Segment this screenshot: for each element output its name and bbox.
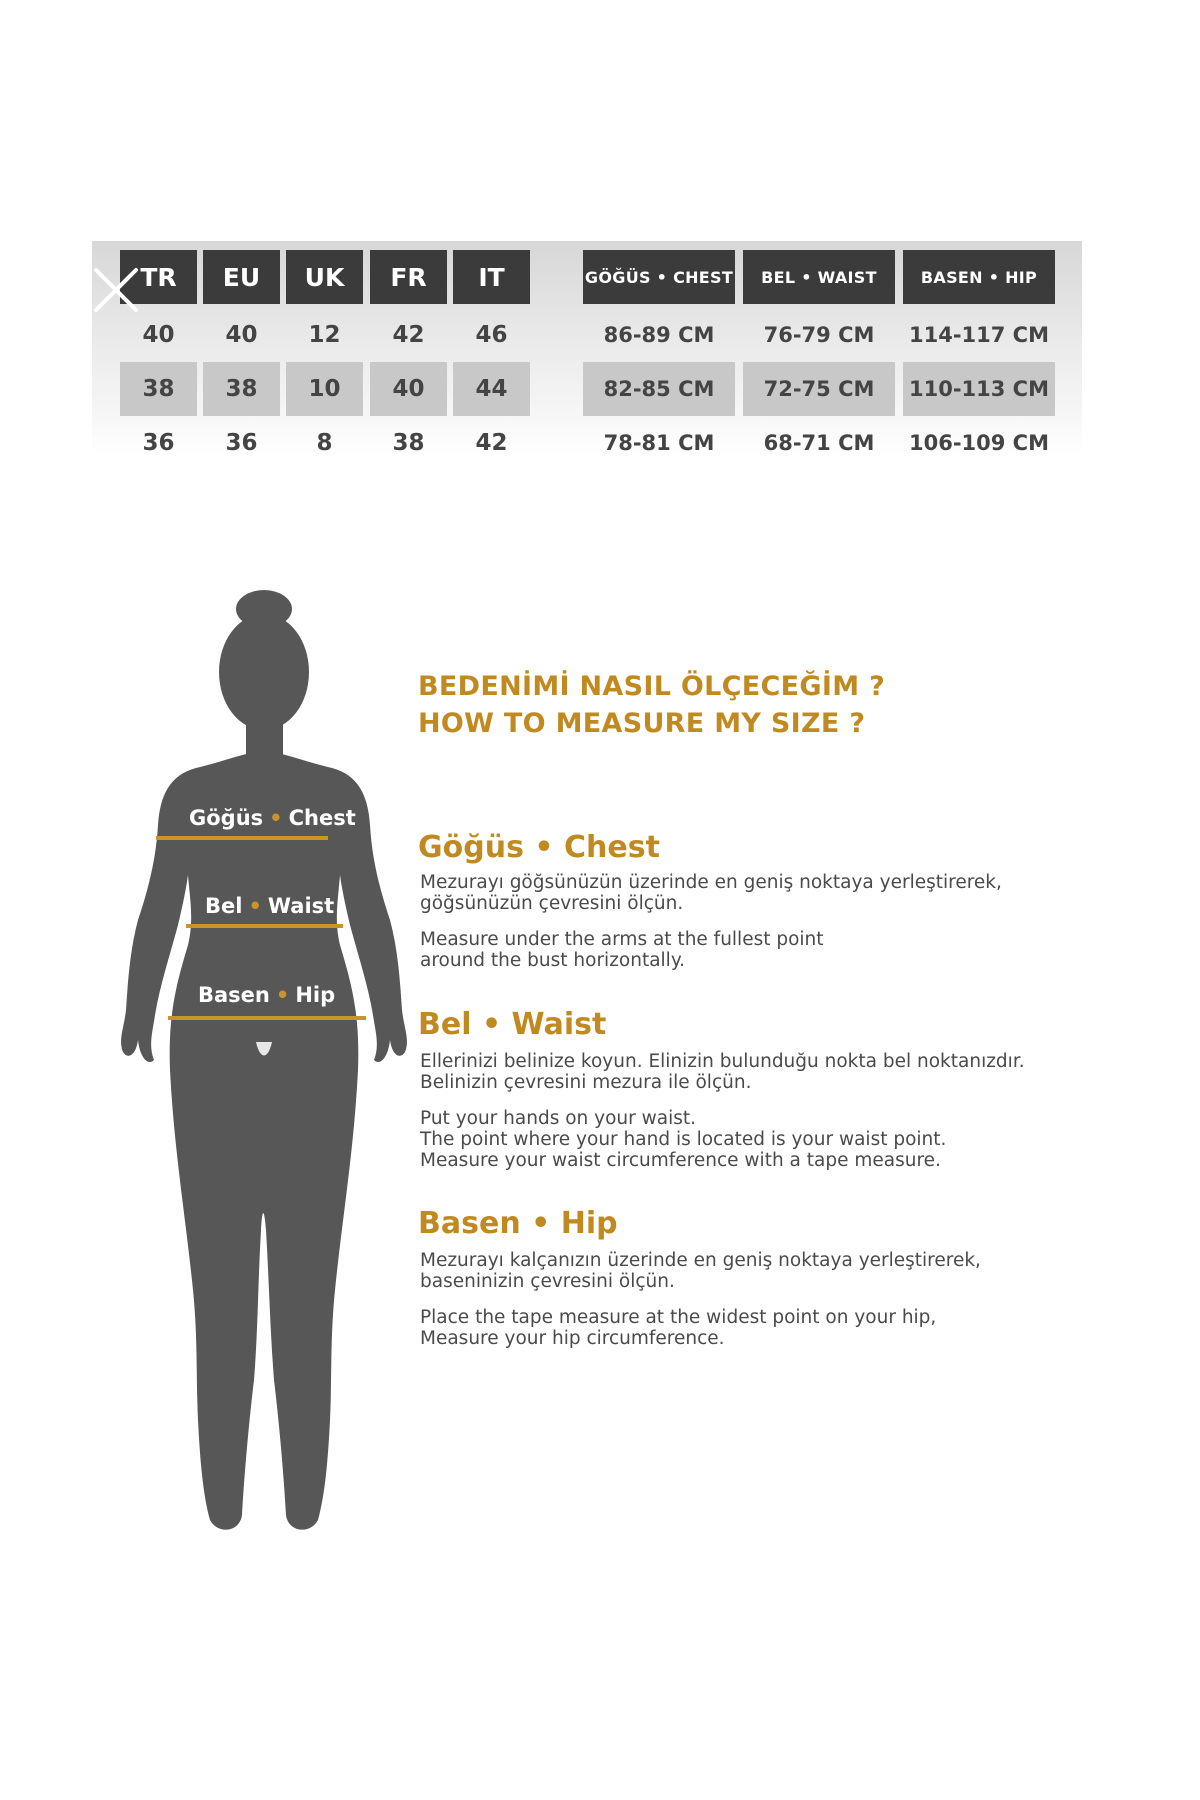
section-hip-tr-line-1: Mezurayı kalçanızın üzerinde en geniş noktaya yerleştirerek, — [420, 1250, 981, 1271]
section-title-waist: Bel • Waist — [418, 1007, 607, 1042]
cell-r1-hip: 114-117 CM — [908, 323, 1049, 347]
figure-label-chest-en: Chest — [288, 806, 356, 830]
header-fr: FR — [370, 250, 447, 304]
cell-r2-fr: 40 — [370, 362, 447, 416]
cell-r1-tr: 40 — [142, 322, 175, 348]
section-waist-en-line-1: Put your hands on your waist. — [420, 1108, 697, 1129]
cell-r2-tr: 38 — [120, 362, 197, 416]
section-chest-tr-line-1: Mezurayı göğsünüzün üzerinde en geniş noktaya yerleştirerek, — [420, 872, 1002, 893]
cell-r1-eu: 40 — [225, 322, 258, 348]
figure-label-chest — [189, 806, 356, 830]
section-waist-en-line-3: Measure your waist circumference with a tape measure. — [420, 1150, 941, 1171]
cell-r1-uk: 12 — [308, 322, 341, 348]
cell-r3-waist: 68-71 CM — [763, 431, 875, 455]
figure-label-waist-sep: • — [248, 894, 262, 918]
header-waist: BEL • WAIST — [743, 250, 895, 304]
cell-r2-waist: 72-75 CM — [743, 362, 895, 416]
header-chest: GÖĞÜS • CHEST — [583, 250, 735, 304]
section-hip-en-line-1: Place the tape measure at the widest point on your hip, — [420, 1307, 937, 1328]
cell-r2-eu: 38 — [203, 362, 280, 416]
section-hip-tr-text — [420, 1250, 981, 1292]
cell-r3-chest: 78-81 CM — [603, 431, 715, 455]
cell-r2-it: 44 — [453, 362, 530, 416]
figure-label-waist — [205, 894, 334, 918]
section-waist-tr-line-1: Ellerinizi belinize koyun. Elinizin bulunduğu nokta bel noktanızdır. — [420, 1051, 1025, 1072]
cell-r2-chest: 82-85 CM — [583, 362, 735, 416]
cell-r1-fr: 42 — [392, 322, 425, 348]
cell-r3-eu: 36 — [225, 430, 258, 456]
figure-label-hip-tr: Basen — [198, 983, 270, 1007]
section-waist-tr-text — [420, 1051, 1025, 1093]
section-waist-en-text — [420, 1108, 946, 1171]
section-chest-en-text — [420, 929, 824, 971]
cell-r1-waist: 76-79 CM — [763, 323, 875, 347]
section-title-hip: Basen • Hip — [418, 1206, 618, 1241]
figure-label-chest-tr: Göğüs — [189, 806, 264, 830]
header-it: IT — [453, 250, 530, 304]
cell-r3-fr: 38 — [392, 430, 425, 456]
close-button[interactable] — [92, 266, 140, 314]
figure-label-hip-sep: • — [275, 983, 290, 1007]
figure-label-waist-en: Waist — [267, 894, 335, 918]
section-waist-tr-line-2: Belinizin çevresini mezura ile ölçün. — [420, 1072, 752, 1093]
close-icon — [92, 266, 140, 314]
section-waist-en-line-2: The point where your hand is located is your waist point. — [420, 1129, 947, 1150]
section-hip-tr-line-2: baseninizin çevresini ölçün. — [420, 1271, 675, 1292]
cell-r1-it: 46 — [475, 322, 508, 348]
cell-r3-it: 42 — [475, 430, 508, 456]
section-chest-tr-line-2: göğsünüzün çevresini ölçün. — [420, 893, 684, 914]
section-hip-en-text — [420, 1307, 936, 1349]
guide-title-tr: BEDENİMİ NASIL ÖLÇECEĞİM ? — [418, 671, 886, 702]
cell-r3-hip: 106-109 CM — [908, 431, 1049, 455]
figure-label-hip — [198, 983, 335, 1007]
cell-r1-chest: 86-89 CM — [603, 323, 715, 347]
header-hip: BASEN • HIP — [903, 250, 1055, 304]
section-chest-en-line-2: around the bust horizontally. — [420, 950, 686, 971]
cell-r3-uk: 8 — [316, 430, 333, 456]
cell-r2-uk: 10 — [286, 362, 363, 416]
figure-label-hip-en: Hip — [295, 983, 336, 1007]
guide-title — [418, 668, 885, 742]
cell-r2-hip: 110-113 CM — [903, 362, 1055, 416]
section-title-chest: Göğüs • Chest — [418, 830, 660, 865]
guide-title-en: HOW TO MEASURE MY SIZE ? — [418, 708, 866, 739]
section-chest-en-line-1: Measure under the arms at the fullest point — [420, 929, 824, 950]
cell-r3-tr: 36 — [142, 430, 175, 456]
header-eu: EU — [203, 250, 280, 304]
section-hip-en-line-2: Measure your hip circumference. — [420, 1328, 725, 1349]
figure-label-chest-sep: • — [269, 806, 283, 830]
body-silhouette-illustration — [118, 590, 418, 1530]
section-chest-tr-text — [420, 872, 1002, 914]
figure-label-waist-tr: Bel — [205, 894, 243, 918]
header-uk: UK — [286, 250, 363, 304]
header-tr: TR — [120, 250, 197, 304]
